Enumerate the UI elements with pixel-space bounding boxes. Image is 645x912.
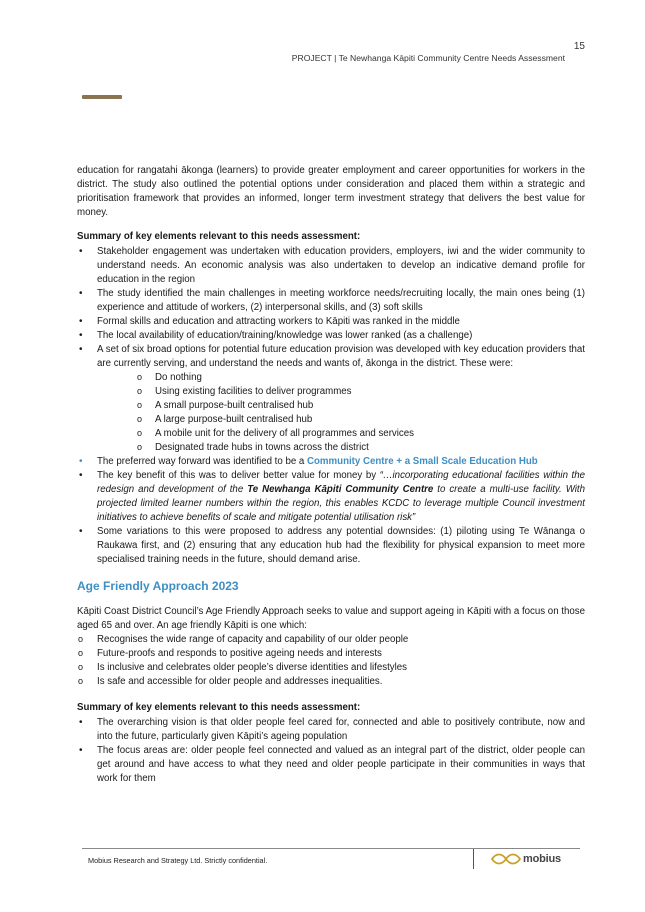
list-item: o Is inclusive and celebrates older people’s diverse identities and lifestyles bbox=[77, 661, 585, 675]
list-item: • The overarching vision is that older people feel cared for, connected and able to positively contribute, now and into the future, particularly given Kāpiti’s ageing population bbox=[77, 716, 585, 744]
preferred-highlight: Community Centre + a Small Scale Education Hub bbox=[307, 456, 538, 467]
benefit-quote-start: “…incorporating educational facilities within the redesign and development of the bbox=[97, 470, 585, 495]
page-number: 15 bbox=[573, 41, 585, 52]
list-item-preferred bbox=[77, 455, 585, 469]
list-item-variations: • Some variations to this were proposed to address any potential downsides: (1) piloting using Te Wānanga o Raukawa first, and (2) ensuring that any education hub had the flexibility for physical expansion to meet more specialised training needs in the future, should demand arise. bbox=[77, 525, 585, 567]
option-item: o Do nothing bbox=[97, 371, 585, 385]
header-accent-bar bbox=[82, 95, 122, 99]
list-item: • The focus areas are: older people feel connected and valued as an integral part of the district, older people can get around and have access to what they need and older people participate in their communities in ways that work for them bbox=[77, 744, 585, 786]
list-item: o Recognises the wide range of capacity and capability of our older people bbox=[77, 633, 585, 647]
age-friendly-list bbox=[77, 633, 585, 689]
logo-wordmark: mobius bbox=[523, 853, 561, 865]
intro-paragraph: education for rangatahi ākonga (learners) to provide greater employment and career opportunities for workers in the district. The study also outlined the potential options under consideration and placed them within a strategic and prioritisation framework that provides an informed, longer term investment strategy that delivers the best value for money. bbox=[77, 165, 585, 218]
infinity-logo-icon bbox=[490, 852, 522, 866]
list-item-benefit bbox=[77, 469, 585, 525]
benefit-text: The key benefit of this was to deliver better value for money by bbox=[97, 470, 380, 481]
list-item: o Is safe and accessible for older people and addresses inequalities. bbox=[77, 675, 585, 689]
list-item-options bbox=[77, 343, 585, 455]
benefit-quote-bold: Te Newhanga Kāpiti Community Centre bbox=[247, 484, 434, 495]
option-item: o Designated trade hubs in towns across the district bbox=[97, 441, 585, 455]
mobius-logo bbox=[490, 852, 561, 866]
list-item: o Future-proofs and responds to positive ageing needs and interests bbox=[77, 647, 585, 661]
section-heading: Age Friendly Approach 2023 bbox=[77, 579, 239, 593]
options-intro: A set of six broad options for potential future education provision was developed with key education providers that are currently serving, and understand the needs and wants of, ākonga in the district. These were: bbox=[97, 344, 585, 369]
list-item: • Formal skills and education and attracting workers to Kāpiti was ranked in the middle bbox=[77, 315, 585, 329]
summary-heading: Summary of key elements relevant to this needs assessment: bbox=[77, 231, 361, 242]
list-item: • The study identified the main challenges in meeting workforce needs/recruiting locally, the main ones being (1) experience and attitude of workers, (2) interpersonal skills, and (3) soft skills bbox=[77, 287, 585, 315]
option-item: o A small purpose-built centralised hub bbox=[97, 399, 585, 413]
age-friendly-intro: Kāpiti Coast District Council’s Age Friendly Approach seeks to value and support ageing in Kāpiti with a focus on those aged 65 and over. An age friendly Kāpiti is one which: bbox=[77, 606, 585, 631]
list-item: • Stakeholder engagement was undertaken with education providers, employers, iwi and the wider community to understand needs. An economic analysis was also undertaken to develop an indicative demand profile for education in the region bbox=[77, 245, 585, 287]
running-header: PROJECT | Te Newhanga Kāpiti Community Centre Needs Assessment bbox=[291, 53, 565, 63]
preferred-text: The preferred way forward was identified to be a bbox=[97, 456, 308, 467]
list-item: • The local availability of education/training/knowledge was lower ranked (as a challenge) bbox=[77, 329, 585, 343]
benefit-quote-end: to create a multi-use facility. With projected limited learner numbers within the region, this enables KCDC to leverage multiple Council investment initiatives to achieve benefits of scale and mitigate potential utilisation risk” bbox=[97, 484, 585, 523]
footer-text: Mobius Research and Strategy Ltd. Strictly confidential. bbox=[88, 856, 268, 865]
option-item: o A mobile unit for the delivery of all programmes and services bbox=[97, 427, 585, 441]
summary-heading-2: Summary of key elements relevant to this needs assessment: bbox=[77, 702, 361, 713]
options-list bbox=[97, 371, 585, 455]
summary-list-2 bbox=[77, 716, 585, 786]
option-item: o A large purpose-built centralised hub bbox=[97, 413, 585, 427]
option-item: o Using existing facilities to deliver programmes bbox=[97, 385, 585, 399]
body-content bbox=[77, 164, 585, 786]
summary-list bbox=[77, 245, 585, 567]
footer-divider bbox=[473, 849, 474, 869]
footer-rule bbox=[82, 848, 580, 849]
